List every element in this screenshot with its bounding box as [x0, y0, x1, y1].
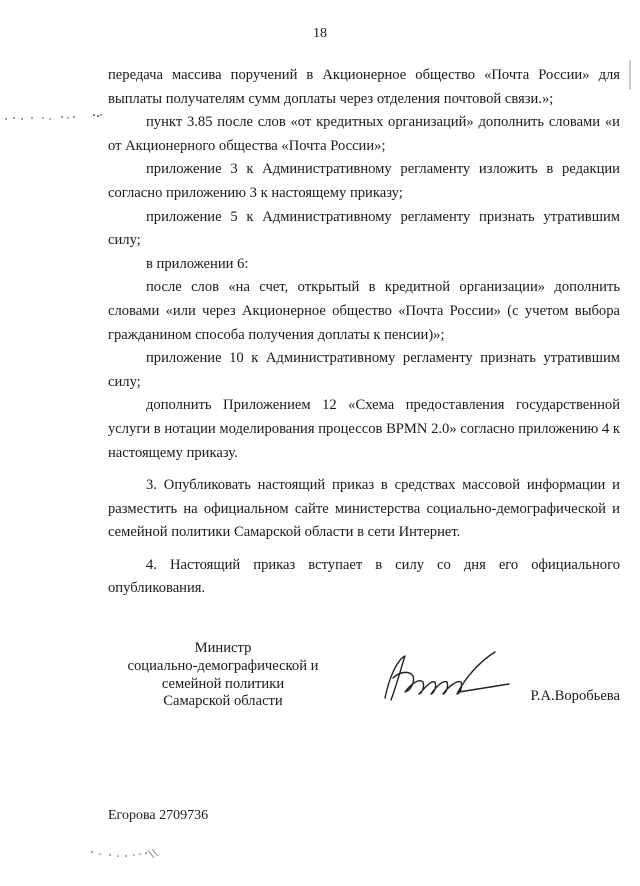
scan-artifact-bottom — [88, 846, 168, 866]
paragraph: приложение 10 к Административному регламенту признать утратившим силу; — [108, 350, 620, 390]
signer-title-line: Самарской области — [163, 693, 283, 710]
paragraph: дополнить Приложением 12 «Схема предоставления государственной услуги в нотации моделирования процессов BPMN 2.0» согласно приложению 4 к настоящему приказу. — [108, 397, 620, 461]
paragraph: 4. Настоящий приказ вступает в силу со дня его официального опубликования. — [108, 556, 620, 597]
paragraph: приложение 5 к Административному регламенту признать утратившим силу; — [108, 208, 620, 249]
signer-name: Р.А.Воробьева — [530, 688, 620, 704]
paragraph: приложение 3 к Административному регламенту изложить в редакции согласно приложению 3 к настоящему приказу; — [108, 161, 620, 201]
signer-title-line: социально-демографической и — [127, 657, 319, 674]
paragraph: в приложении 6: — [146, 255, 249, 272]
signer-title-line: Министр — [194, 640, 252, 656]
handwritten-signature — [375, 648, 515, 708]
page-number: 18 — [313, 26, 327, 41]
signer-title-line: семейной политики — [161, 675, 285, 692]
signer-title — [108, 640, 338, 711]
paragraph: после слов «на счет, открытый в кредитной организации» дополнить словами «или через Акционерное общество «Почта России» (с учетом выбора гражданином способа получения доплаты к пенсии)»; — [108, 279, 620, 343]
document-body — [108, 64, 620, 601]
executor-contact: Егорова 2709736 — [108, 808, 209, 823]
paragraph: 3. Опубликовать настоящий приказ в средствах массовой информации и разместить на официальном сайте министерства социально-демографической и семейной политики Самарской области в сети Интернет. — [108, 477, 620, 541]
paragraph: передача массива поручений в Акционерное общество «Почта России» для выплаты получателям сумм доплаты через отделения почтовой связи.»; — [108, 67, 620, 107]
paragraph: пункт 3.85 после слов «от кредитных организаций» дополнить словами «и от Акционерного общества «Почта России»; — [108, 114, 620, 154]
scan-artifact-left — [2, 112, 102, 124]
scan-artifact-right — [624, 60, 636, 90]
